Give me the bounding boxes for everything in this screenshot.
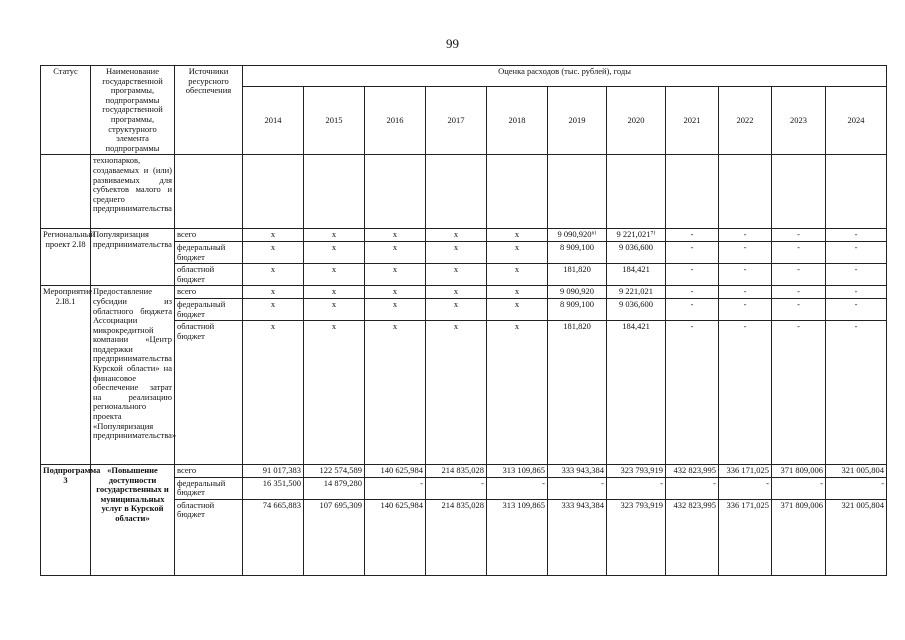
value-cell: 323 793,919: [607, 499, 666, 575]
value-cell: 184,421: [607, 321, 666, 465]
value-cell: x: [365, 241, 426, 263]
value-cell: -: [826, 477, 887, 499]
source-cell: областной бюджет: [175, 264, 243, 286]
value-cell: x: [243, 321, 304, 465]
value-cell: 371 809,006: [772, 465, 826, 478]
budget-table: [40, 65, 887, 576]
value-cell: x: [243, 229, 304, 242]
value-cell: x: [487, 229, 548, 242]
source-cell: федеральный бюджет: [175, 241, 243, 263]
value-cell: 184,421: [607, 264, 666, 286]
value-cell: 9 036,600: [607, 298, 666, 320]
value-cell: x: [304, 241, 365, 263]
value-cell: -: [772, 477, 826, 499]
value-cell: 9 221,021⁷⁾: [607, 229, 666, 242]
value-cell: 14 879,280: [304, 477, 365, 499]
header-status: Статус: [41, 66, 91, 155]
value-cell: x: [304, 264, 365, 286]
value-cell: -: [719, 477, 772, 499]
table-row: [41, 465, 887, 478]
value-cell: 8 909,100: [548, 298, 607, 320]
table-row: [41, 286, 887, 299]
value-cell: x: [243, 241, 304, 263]
value-cell: 336 171,025: [719, 465, 772, 478]
value-cell: -: [548, 477, 607, 499]
value-cell: -: [666, 286, 719, 299]
value-cell: x: [365, 264, 426, 286]
value-cell: -: [772, 229, 826, 242]
year-cell: 2015: [304, 87, 365, 155]
regional-project-name: Популяризация предпринимательства: [91, 229, 175, 286]
value-cell: -: [487, 477, 548, 499]
value-cell: x: [426, 241, 487, 263]
value-cell: -: [666, 321, 719, 465]
value-cell: x: [426, 298, 487, 320]
value-cell: 214 835,028: [426, 465, 487, 478]
year-cell: 2017: [426, 87, 487, 155]
value-cell: x: [426, 264, 487, 286]
source-cell: всего: [175, 286, 243, 299]
value-cell: -: [365, 477, 426, 499]
value-cell: x: [426, 229, 487, 242]
value-cell: x: [426, 321, 487, 465]
value-cell: 371 809,006: [772, 499, 826, 575]
value-cell: 181,820: [548, 321, 607, 465]
value-cell: 9 090,920⁶⁾: [548, 229, 607, 242]
value-cell: -: [719, 229, 772, 242]
value-cell: x: [487, 298, 548, 320]
value-cell: 321 005,804: [826, 465, 887, 478]
value-cell: x: [487, 321, 548, 465]
value-cell: -: [826, 229, 887, 242]
year-cell: 2016: [365, 87, 426, 155]
value-cell: 74 665,883: [243, 499, 304, 575]
source-cell: всего: [175, 465, 243, 478]
value-cell: -: [719, 321, 772, 465]
value-cell: 9 036,600: [607, 241, 666, 263]
value-cell: 323 793,919: [607, 465, 666, 478]
value-cell: x: [487, 286, 548, 299]
value-cell: -: [826, 241, 887, 263]
year-cell: 2019: [548, 87, 607, 155]
value-cell: x: [243, 264, 304, 286]
value-cell: x: [243, 298, 304, 320]
value-cell: x: [304, 321, 365, 465]
page-number: 99: [446, 36, 459, 51]
year-cell: 2021: [666, 87, 719, 155]
year-cell: 2024: [826, 87, 887, 155]
value-cell: -: [719, 286, 772, 299]
value-cell: x: [243, 286, 304, 299]
value-cell: 140 625,984: [365, 499, 426, 575]
source-cell: федеральный бюджет: [175, 477, 243, 499]
value-cell: 321 005,804: [826, 499, 887, 575]
continuation-name: технопарков, создаваемых и (или) развиваемых для субъектов малого и среднего предпринимательства: [91, 155, 175, 229]
value-cell: x: [304, 286, 365, 299]
value-cell: 16 351,500: [243, 477, 304, 499]
value-cell: 432 823,995: [666, 499, 719, 575]
value-cell: -: [772, 264, 826, 286]
value-cell: 9 221,021: [607, 286, 666, 299]
value-cell: -: [826, 298, 887, 320]
value-cell: -: [826, 321, 887, 465]
value-cell: x: [365, 321, 426, 465]
year-cell: 2018: [487, 87, 548, 155]
value-cell: x: [365, 286, 426, 299]
source-cell: всего: [175, 229, 243, 242]
value-cell: -: [666, 241, 719, 263]
value-cell: -: [607, 477, 666, 499]
year-cell: 2014: [243, 87, 304, 155]
value-cell: 432 823,995: [666, 465, 719, 478]
continuation-row: [41, 155, 887, 229]
value-cell: 140 625,984: [365, 465, 426, 478]
value-cell: -: [826, 286, 887, 299]
header-row: [41, 66, 887, 87]
value-cell: 9 090,920: [548, 286, 607, 299]
year-cell: 2023: [772, 87, 826, 155]
header-name: Наименование государственной программы, подпрограммы государственной программы, структурного элемента подпрограммы: [91, 66, 175, 155]
value-cell: 313 109,865: [487, 499, 548, 575]
value-cell: x: [426, 286, 487, 299]
year-cell: 2020: [607, 87, 666, 155]
value-cell: x: [304, 298, 365, 320]
value-cell: -: [772, 321, 826, 465]
measure-name: Предоставление субсидии из областного бюджета Ассоциации микрокредитной компании «Центр поддержки предпринимательства Курской области» на финансовое обеспечение затрат на реализацию регионального проекта «Популяризация предпринимательства»: [91, 286, 175, 465]
value-cell: -: [826, 264, 887, 286]
value-cell: 181,820: [548, 264, 607, 286]
value-cell: 122 574,589: [304, 465, 365, 478]
value-cell: -: [719, 264, 772, 286]
source-cell: областной бюджет: [175, 321, 243, 465]
value-cell: 91 017,383: [243, 465, 304, 478]
value-cell: -: [719, 241, 772, 263]
header-estimate: Оценка расходов (тыс. рублей), годы: [243, 66, 887, 87]
value-cell: -: [772, 298, 826, 320]
value-cell: -: [772, 286, 826, 299]
regional-project-status: Региональный проект 2.I8: [41, 229, 91, 286]
header-source: Источники ресурсного обеспечения: [175, 66, 243, 155]
value-cell: 333 943,384: [548, 499, 607, 575]
value-cell: -: [719, 298, 772, 320]
table-row: [41, 229, 887, 242]
year-cell: 2022: [719, 87, 772, 155]
value-cell: -: [426, 477, 487, 499]
value-cell: -: [666, 477, 719, 499]
value-cell: 214 835,028: [426, 499, 487, 575]
value-cell: -: [666, 264, 719, 286]
value-cell: x: [487, 241, 548, 263]
value-cell: 333 943,384: [548, 465, 607, 478]
value-cell: 313 109,865: [487, 465, 548, 478]
value-cell: -: [666, 229, 719, 242]
value-cell: x: [365, 229, 426, 242]
subprogram-name: «Повышение доступности государственных и муниципальных услуг в Курской области»: [91, 465, 175, 576]
value-cell: -: [772, 241, 826, 263]
subprogram-status: Подпрограмма 3: [41, 465, 91, 576]
value-cell: 8 909,100: [548, 241, 607, 263]
source-cell: федеральный бюджет: [175, 298, 243, 320]
value-cell: 107 695,309: [304, 499, 365, 575]
source-cell: областной бюджет: [175, 499, 243, 575]
value-cell: x: [365, 298, 426, 320]
value-cell: 336 171,025: [719, 499, 772, 575]
measure-status: Мероприятие 2.I8.1: [41, 286, 91, 465]
value-cell: x: [304, 229, 365, 242]
value-cell: -: [666, 298, 719, 320]
value-cell: x: [487, 264, 548, 286]
